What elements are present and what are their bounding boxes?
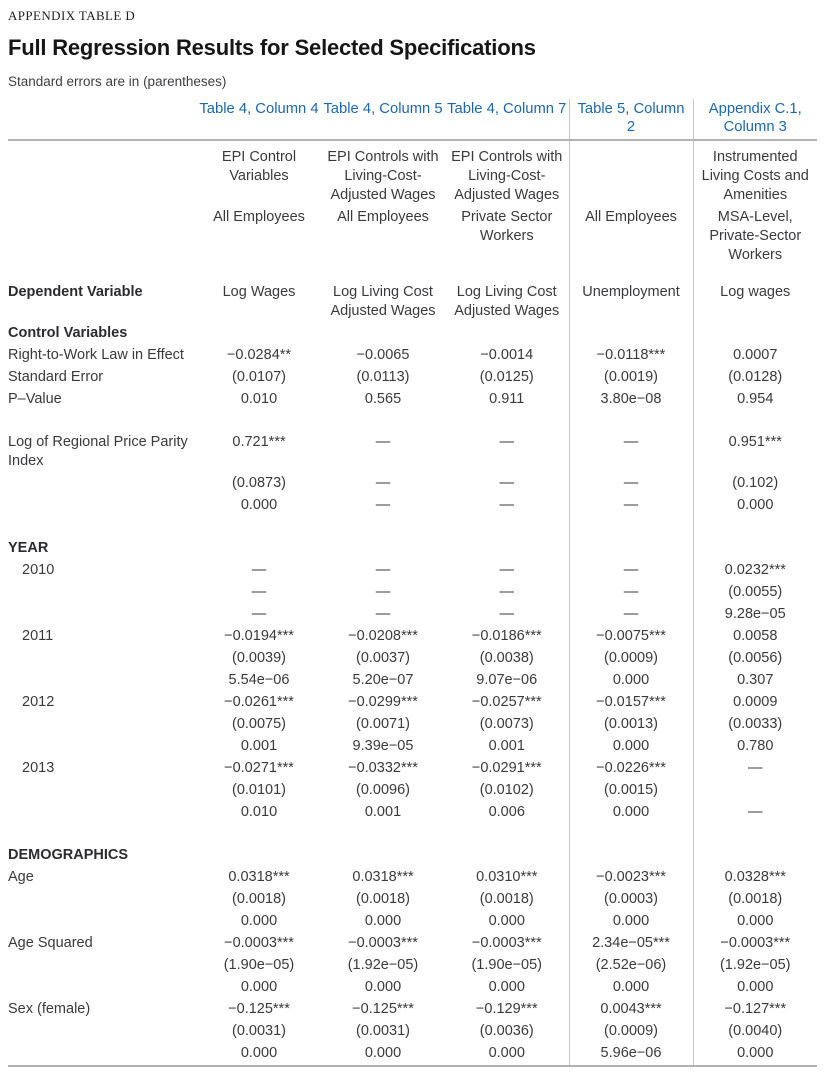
cell: 0.000	[693, 977, 817, 999]
cell: 0.000	[693, 1043, 817, 1066]
cell: (0.0038)	[479, 650, 534, 666]
cell: −0.0291***	[471, 760, 542, 776]
cell: (0.0096)	[355, 782, 410, 798]
cell: (0.0018)	[693, 889, 817, 911]
cell: 0.001	[364, 804, 402, 820]
gap-cell	[197, 411, 321, 432]
table-eyebrow: APPENDIX TABLE D	[8, 8, 136, 23]
row-label: Right-to-Work Law in Effect	[8, 347, 184, 363]
cell: 0.000	[569, 736, 693, 758]
cell	[445, 538, 569, 560]
cell: (0.0013)	[569, 714, 693, 736]
cell: (0.0873)	[231, 475, 286, 491]
cell	[569, 538, 693, 560]
cell	[197, 845, 321, 867]
table-row	[8, 582, 817, 604]
gap-row	[8, 411, 817, 432]
sample-row	[8, 207, 817, 282]
row-label	[8, 955, 197, 977]
cell: —	[569, 495, 693, 517]
cell: (0.0015)	[569, 780, 693, 802]
cell: 0.0007	[693, 345, 817, 367]
table-row	[8, 758, 817, 780]
table-row	[8, 977, 817, 999]
row-label	[8, 714, 197, 736]
gap-cell	[445, 824, 569, 845]
row-label	[8, 889, 197, 911]
row-label	[8, 207, 197, 282]
row-label	[8, 977, 197, 999]
page-title: Full Regression Results for Selected Specifications	[8, 35, 536, 60]
cell: —	[375, 434, 391, 450]
cell: 0.000	[569, 802, 693, 824]
cell: —	[569, 582, 693, 604]
cell: —	[569, 473, 693, 495]
spec-row	[8, 140, 817, 207]
cell: −0.0065	[356, 347, 410, 363]
cell: −0.0003***	[348, 935, 418, 951]
column-header: Table 5, Column 2	[569, 99, 693, 140]
cell: −0.0299***	[348, 694, 418, 710]
column-sample: MSA-Level, Private-Sector Workers	[693, 207, 817, 282]
row-label: Age	[8, 869, 34, 885]
cell	[693, 538, 817, 560]
gap-cell	[8, 411, 197, 432]
cell: 9.39e−05	[352, 738, 414, 754]
gap-row	[8, 824, 817, 845]
row-label: Log of Regional Price Parity Index	[8, 434, 188, 469]
cell: 0.0232***	[693, 560, 817, 582]
cell: 0.954	[693, 389, 817, 411]
cell: 0.0058	[693, 626, 817, 648]
cell: 9.07e−06	[476, 672, 538, 688]
cell: 5.96e−06	[569, 1043, 693, 1066]
row-label: Standard Error	[8, 369, 104, 385]
cell: −0.127***	[693, 999, 817, 1021]
cell: (0.0113)	[356, 369, 410, 385]
cell: (0.0075)	[231, 716, 286, 732]
row-label: 2012	[22, 694, 55, 710]
cell: −0.0271***	[224, 760, 294, 776]
cell: −0.125***	[352, 1001, 414, 1017]
cell: 9.28e−05	[693, 604, 817, 626]
table-row	[8, 626, 817, 648]
table-row	[8, 802, 817, 824]
cell: —	[251, 584, 267, 600]
cell: −0.0118***	[569, 345, 693, 367]
column-spec: EPI Control Variables	[221, 149, 297, 184]
cell: —	[499, 606, 514, 622]
cell: (0.0128)	[693, 367, 817, 389]
gap-cell	[445, 517, 569, 538]
cell: 0.951***	[693, 432, 817, 473]
section-row	[8, 323, 817, 345]
gap-cell	[321, 411, 445, 432]
gap-cell	[693, 411, 817, 432]
table-row	[8, 911, 817, 933]
cell: —	[375, 584, 391, 600]
row-label	[8, 736, 197, 758]
cell	[569, 845, 693, 867]
row-label: P–Value	[8, 391, 62, 407]
cell: −0.0023***	[569, 867, 693, 889]
cell: (0.0019)	[569, 367, 693, 389]
section-row	[8, 538, 817, 560]
row-label	[8, 802, 197, 824]
table-row	[8, 560, 817, 582]
cell	[321, 845, 445, 867]
cell: (0.0125)	[479, 369, 534, 385]
cell: −0.0014	[480, 347, 534, 363]
table-row	[8, 281, 817, 323]
cell	[321, 538, 445, 560]
cell: 0.0328***	[693, 867, 817, 889]
cell: Log Living Cost Adjusted Wages	[330, 283, 436, 319]
table-row	[8, 1043, 817, 1066]
cell: —	[375, 475, 391, 491]
cell: −0.0208***	[348, 628, 418, 644]
cell: 0.000	[364, 979, 402, 995]
cell: 0.000	[364, 913, 402, 929]
column-sample: All Employees	[569, 207, 693, 282]
column-sample: All Employees	[213, 209, 305, 225]
table-row	[8, 867, 817, 889]
cell: —	[375, 562, 391, 578]
cell: Log Living Cost Adjusted Wages	[454, 283, 560, 319]
table-row	[8, 780, 817, 802]
cell: —	[569, 560, 693, 582]
row-label: 2013	[22, 760, 55, 776]
column-header: Table 4, Column 5	[321, 99, 445, 140]
cell: (0.0031)	[231, 1023, 286, 1039]
cell	[693, 780, 817, 802]
cell: 0.006	[488, 804, 525, 820]
cell: (0.0101)	[231, 782, 286, 798]
cell: (0.0073)	[479, 716, 534, 732]
cell: −0.0261***	[224, 694, 294, 710]
cell: (0.0009)	[569, 648, 693, 670]
cell: —	[499, 475, 514, 491]
gap-cell	[693, 824, 817, 845]
table-row	[8, 495, 817, 517]
cell: (0.0018)	[355, 891, 410, 907]
cell: 0.000	[569, 911, 693, 933]
row-label	[8, 1043, 197, 1066]
cell: —	[499, 497, 514, 513]
table-row	[8, 648, 817, 670]
cell: −0.0003***	[693, 933, 817, 955]
cell: (0.0018)	[231, 891, 286, 907]
column-spec: Instrumented Living Costs and Amenities	[693, 140, 817, 207]
cell: (0.0040)	[693, 1021, 817, 1043]
cell: (0.0055)	[693, 582, 817, 604]
section-label: YEAR	[8, 540, 49, 556]
cell: —	[499, 584, 514, 600]
cell: 0.565	[364, 391, 402, 407]
row-label: Dependent Variable	[8, 283, 143, 300]
cell	[197, 538, 321, 560]
cell: Log Wages	[222, 283, 296, 300]
cell: 0.000	[693, 495, 817, 517]
row-label	[8, 648, 197, 670]
table-row	[8, 604, 817, 626]
table-row	[8, 1021, 817, 1043]
cell: −0.0003***	[224, 935, 294, 951]
cell: 0.0043***	[569, 999, 693, 1021]
cell: 0.0318***	[352, 869, 414, 885]
cell	[445, 845, 569, 867]
gap-cell	[569, 411, 693, 432]
row-label: Sex (female)	[8, 1001, 91, 1017]
cell: (0.0033)	[693, 714, 817, 736]
cell: (0.0018)	[479, 891, 534, 907]
column-header: Table 4, Column 4	[197, 99, 321, 140]
table-row	[8, 933, 817, 955]
cell: Unemployment	[569, 281, 693, 323]
gap-cell	[321, 824, 445, 845]
row-label	[8, 604, 197, 626]
row-label	[8, 670, 197, 692]
cell: 0.0310***	[476, 869, 538, 885]
cell: Log wages	[693, 281, 817, 323]
cell: (0.0003)	[569, 889, 693, 911]
row-label	[8, 140, 197, 207]
cell: (0.0037)	[355, 650, 410, 666]
cell: —	[569, 432, 693, 473]
cell: 0.911	[489, 391, 525, 407]
gap-cell	[8, 517, 197, 538]
head-row	[8, 99, 817, 140]
table-row	[8, 889, 817, 911]
cell: (1.90e−05)	[223, 957, 295, 973]
table-note: Standard errors are in (parentheses)	[8, 74, 227, 89]
gap-cell	[445, 411, 569, 432]
table-row	[8, 714, 817, 736]
cell: (0.0009)	[569, 1021, 693, 1043]
cell: (0.0102)	[479, 782, 534, 798]
cell: 0.010	[240, 391, 278, 407]
gap-cell	[569, 517, 693, 538]
column-sample: Private Sector Workers	[461, 209, 553, 244]
cell: (0.0036)	[479, 1023, 534, 1039]
cell: 0.000	[569, 977, 693, 999]
cell: 0.0318***	[228, 869, 290, 885]
row-label	[8, 473, 197, 495]
cell: 2.34e−05***	[569, 933, 693, 955]
cell	[693, 323, 817, 345]
section-label: DEMOGRAPHICS	[8, 847, 129, 863]
cell: 5.54e−06	[228, 672, 290, 688]
cell: (1.92e−05)	[693, 955, 817, 977]
cell: −0.0003***	[471, 935, 542, 951]
gap-row	[8, 517, 817, 538]
table-row	[8, 432, 817, 473]
gap-cell	[8, 824, 197, 845]
column-spec: EPI Controls with Living-Cost-Adjusted Wages	[327, 149, 439, 203]
cell: —	[375, 497, 391, 513]
column-spec: EPI Controls with Living-Cost-Adjusted Wages	[451, 149, 563, 203]
cell: —	[499, 434, 514, 450]
cell: 0.0009	[693, 692, 817, 714]
row-label: 2011	[22, 628, 54, 644]
row-label: 2010	[22, 562, 55, 578]
cell: 0.000	[488, 1045, 525, 1061]
cell: —	[693, 802, 817, 824]
cell	[693, 845, 817, 867]
cell: (0.0056)	[693, 648, 817, 670]
cell: (2.52e−06)	[569, 955, 693, 977]
cell: —	[251, 606, 267, 622]
cell: (0.0031)	[355, 1023, 410, 1039]
gap-cell	[197, 517, 321, 538]
cell: (0.102)	[693, 473, 817, 495]
cell: −0.125***	[228, 1001, 290, 1017]
row-label	[8, 1021, 197, 1043]
cell	[445, 323, 569, 345]
cell: 5.20e−07	[352, 672, 414, 688]
column-spec	[569, 140, 693, 207]
cell: −0.0186***	[471, 628, 542, 644]
regression-table-body	[8, 99, 817, 1066]
row-label: Age Squared	[8, 935, 93, 951]
table-row	[8, 999, 817, 1021]
section-row	[8, 845, 817, 867]
cell: 0.000	[240, 979, 278, 995]
row-label	[8, 582, 197, 604]
cell: 0.000	[364, 1045, 402, 1061]
cell: 0.000	[569, 670, 693, 692]
column-sample: All Employees	[337, 209, 429, 225]
cell: (1.90e−05)	[471, 957, 543, 973]
table-row	[8, 670, 817, 692]
table-row	[8, 473, 817, 495]
row-label	[8, 99, 197, 140]
table-row	[8, 692, 817, 714]
column-header: Table 4, Column 7	[445, 99, 569, 140]
table-row	[8, 345, 817, 367]
cell: —	[569, 604, 693, 626]
cell: 0.780	[693, 736, 817, 758]
row-label	[8, 495, 197, 517]
cell	[569, 323, 693, 345]
cell: 0.721***	[232, 434, 286, 450]
cell: —	[375, 606, 391, 622]
table-row	[8, 367, 817, 389]
cell: 0.000	[488, 979, 525, 995]
cell	[321, 323, 445, 345]
cell: —	[251, 562, 267, 578]
cell: (0.0039)	[231, 650, 286, 666]
cell: 0.010	[240, 804, 278, 820]
cell: −0.0284**	[226, 347, 292, 363]
regression-table	[8, 99, 817, 1067]
cell: −0.0194***	[224, 628, 294, 644]
cell: 0.307	[693, 670, 817, 692]
cell: −0.129***	[475, 1001, 538, 1017]
cell: −0.0257***	[471, 694, 542, 710]
cell: —	[499, 562, 514, 578]
cell: (0.0071)	[355, 716, 410, 732]
cell: 0.000	[240, 1045, 278, 1061]
cell: 0.000	[693, 911, 817, 933]
cell: −0.0157***	[569, 692, 693, 714]
cell: −0.0075***	[569, 626, 693, 648]
cell: −0.0226***	[569, 758, 693, 780]
cell: 0.001	[488, 738, 525, 754]
cell: 0.001	[240, 738, 278, 754]
cell: (0.0107)	[231, 369, 286, 385]
cell: (1.92e−05)	[347, 957, 419, 973]
cell	[197, 323, 321, 345]
cell: 0.000	[488, 913, 525, 929]
table-row	[8, 389, 817, 411]
row-label	[8, 911, 197, 933]
cell: 0.000	[240, 913, 278, 929]
section-label: Control Variables	[8, 325, 128, 341]
cell: 3.80e−08	[569, 389, 693, 411]
gap-cell	[693, 517, 817, 538]
gap-cell	[197, 824, 321, 845]
cell: −0.0332***	[348, 760, 418, 776]
table-row	[8, 955, 817, 977]
table-row	[8, 736, 817, 758]
row-label	[8, 780, 197, 802]
gap-cell	[569, 824, 693, 845]
cell: —	[693, 758, 817, 780]
cell: 0.000	[240, 497, 278, 513]
gap-cell	[321, 517, 445, 538]
column-header: Appendix C.1, Column 3	[693, 99, 817, 140]
